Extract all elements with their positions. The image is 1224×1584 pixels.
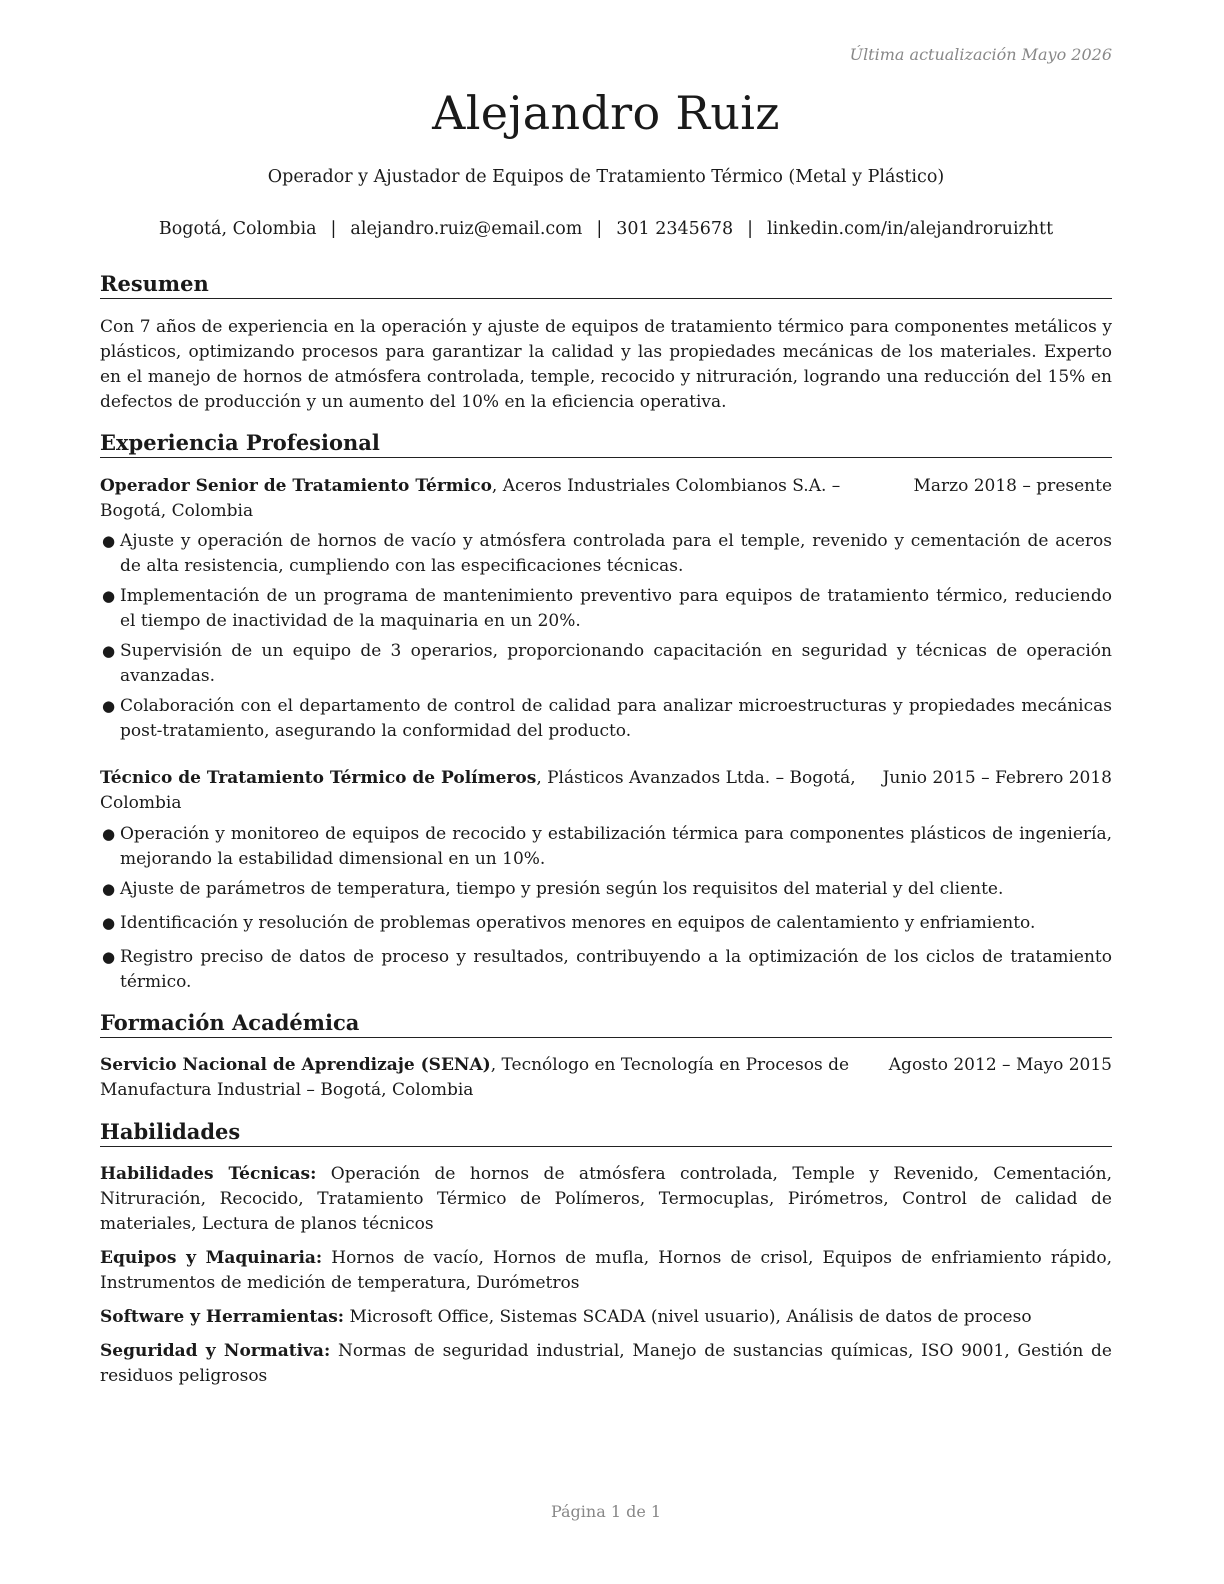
bullet-icon: ● — [102, 825, 116, 843]
list-item — [100, 639, 1112, 689]
contact-separator: | — [596, 219, 603, 239]
skill-group-text: Operación de hornos de atmósfera controlada, Temple y Revenido, Cementación, Nitruración, Recocido, Tratamiento Térmico de Polímeros, Termocuplas, Pirómetros, Control de calidad de materiales, Lectura de planos técnicos — [100, 1164, 1112, 1234]
job-dates: Marzo 2018 – presente — [913, 476, 1112, 496]
education-institution: Servicio Nacional de Aprendizaje (SENA) — [100, 1055, 491, 1075]
bullet-icon: ● — [102, 914, 116, 932]
bullet-text: Colaboración con el departamento de control de calidad para analizar microestructuras y propiedades mecánicas post-tratamiento, asegurando la conformidad del producto. — [120, 696, 1112, 741]
contact-separator: | — [330, 219, 337, 239]
job-company: , Aceros Industriales Colombianos S.A. – Bogotá, Colombia — [100, 476, 841, 521]
job-company: , Plásticos Avanzados Ltda. – Bogotá, Colombia — [100, 768, 856, 813]
bullet-icon: ● — [102, 948, 116, 966]
skill-group-text: Hornos de vacío, Hornos de mufla, Hornos de crisol, Equipos de enfriamiento rápido, Instrumentos de medición de temperatura, Durómetros — [100, 1248, 1112, 1293]
contact-email[interactable]: alejandro.ruiz@email.com — [350, 219, 583, 239]
skill-group-label: Equipos y Maquinaria: — [100, 1248, 323, 1268]
bullet-text: Supervisión de un equipo de 3 operarios, proporcionando capacitación en seguridad y técnicas de operación avanzadas. — [120, 641, 1112, 686]
skill-group — [100, 1246, 1112, 1296]
job-bullets — [100, 822, 1112, 1000]
skill-group-label: Seguridad y Normativa: — [100, 1341, 331, 1361]
contact-separator: | — [747, 219, 754, 239]
job-role: Técnico de Tratamiento Térmico de Polímeros — [100, 768, 537, 788]
job-dates: Junio 2015 – Febrero 2018 — [882, 768, 1112, 788]
skill-group-text: Microsoft Office, Sistemas SCADA (nivel usuario), Análisis de datos de proceso — [344, 1307, 1032, 1327]
list-item — [100, 529, 1112, 579]
bullet-icon: ● — [102, 880, 116, 898]
resume-page — [100, 0, 1112, 1584]
section-heading-experience: Experiencia Profesional — [100, 430, 1112, 458]
skill-group — [100, 1305, 1112, 1330]
skill-group — [100, 1339, 1112, 1389]
bullet-text: Implementación de un programa de mantenimiento preventivo para equipos de tratamiento térmico, reduciendo el tiempo de inactividad de la maquinaria en un 20%. — [120, 586, 1112, 631]
contact-phone: 301 2345678 — [616, 219, 734, 239]
education-dates: Agosto 2012 – Mayo 2015 — [888, 1055, 1112, 1075]
bullet-text: Registro preciso de datos de proceso y resultados, contribuyendo a la optimización de los ciclos de tratamiento térmico. — [120, 947, 1112, 992]
job-header — [100, 766, 1112, 816]
skill-group — [100, 1162, 1112, 1237]
skill-group-label: Habilidades Técnicas: — [100, 1164, 317, 1184]
bullet-text: Ajuste y operación de hornos de vacío y atmósfera controlada para el temple, revenido y cementación de aceros de alta resistencia, cumpliendo con las especificaciones técnicas. — [120, 531, 1112, 576]
page-number: Página 1 de 1 — [550, 1502, 662, 1521]
skill-group-text: Normas de seguridad industrial, Manejo de sustancias químicas, ISO 9001, Gestión de residuos peligrosos — [100, 1341, 1112, 1386]
contact-line — [100, 219, 1112, 239]
job-header — [100, 474, 1112, 524]
list-item — [100, 945, 1112, 995]
bullet-icon: ● — [102, 642, 116, 660]
list-item — [100, 911, 1112, 936]
list-item — [100, 822, 1112, 872]
job-role: Operador Senior de Tratamiento Térmico — [100, 476, 492, 496]
contact-location: Bogotá, Colombia — [158, 219, 317, 239]
bullet-icon: ● — [102, 532, 116, 550]
summary-text: Con 7 años de experiencia en la operación y ajuste de equipos de tratamiento térmico para componentes metálicos y plásticos, optimizando procesos para garantizar la calidad y las propiedades mecánicas de los materiales. Experto en el manejo de hornos de atmósfera controlada, temple, recocido y nitruración, logrando una reducción del 15% en defectos de producción y un aumento del 10% en la eficiencia operativa. — [100, 317, 1112, 412]
candidate-title: Operador y Ajustador de Equipos de Tratamiento Térmico (Metal y Plástico) — [267, 167, 945, 187]
education-entry — [100, 1053, 1112, 1103]
section-heading-skills: Habilidades — [100, 1119, 1112, 1147]
section-heading-summary: Resumen — [100, 271, 1112, 299]
list-item — [100, 694, 1112, 744]
candidate-name: Alejandro Ruiz — [432, 86, 780, 140]
bullet-text: Operación y monitoreo de equipos de recocido y estabilización térmica para componentes plásticos de ingeniería, mejorando la estabilidad dimensional en un 10%. — [120, 824, 1112, 869]
section-heading-education: Formación Académica — [100, 1010, 1112, 1038]
list-item — [100, 877, 1112, 902]
bullet-icon: ● — [102, 697, 116, 715]
skill-group-label: Software y Herramientas: — [100, 1307, 345, 1327]
job-bullets — [100, 529, 1112, 749]
bullet-text: Ajuste de parámetros de temperatura, tiempo y presión según los requisitos del material y del cliente. — [120, 879, 1004, 899]
contact-linkedin[interactable]: linkedin.com/in/alejandroruizhtt — [767, 219, 1054, 239]
list-item — [100, 584, 1112, 634]
bullet-text: Identificación y resolución de problemas operativos menores en equipos de calentamiento y enfriamiento. — [120, 913, 1036, 933]
bullet-icon: ● — [102, 587, 116, 605]
last-updated: Última actualización Mayo 2026 — [849, 45, 1112, 64]
education-detail: , Tecnólogo en Tecnología en Procesos de Manufactura Industrial – Bogotá, Colombia — [100, 1055, 850, 1100]
